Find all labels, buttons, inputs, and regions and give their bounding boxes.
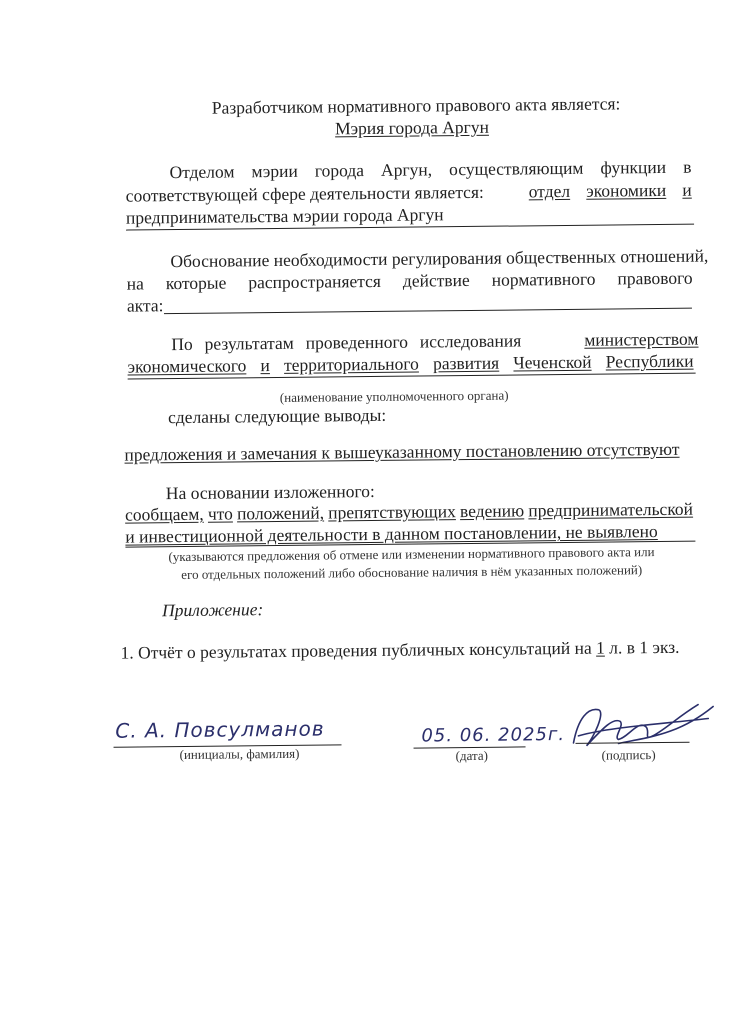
word: отдел xyxy=(528,180,571,202)
word: сообщаем, xyxy=(124,503,204,525)
word: исследования xyxy=(419,330,522,352)
handwritten-name: С. А. Повсулманов xyxy=(115,716,325,743)
appendix-item-prefix: 1. Отчёт о результатах проведения публичных консультаций на xyxy=(120,637,592,663)
word: правового xyxy=(617,267,693,289)
word: Отделом xyxy=(169,161,235,183)
appendix-label: Приложение: xyxy=(161,599,264,621)
developer-heading: Разработчиком нормативного правового акта является: xyxy=(211,93,621,118)
handwritten-date: 05. 06. 2025г. xyxy=(421,724,566,747)
word: ведению xyxy=(459,500,525,522)
word: на xyxy=(126,273,144,294)
word: которые xyxy=(165,272,227,294)
word: мэрии xyxy=(251,160,298,182)
appendix-item xyxy=(120,637,679,664)
word: осуществляющим xyxy=(448,157,584,180)
basis-line-2: и инвестиционной деятельности в данном постановлении, не выявлено xyxy=(125,521,658,547)
conclusions-text: предложения и замечания к вышеуказанному постановлению отсутствуют xyxy=(124,438,680,465)
research-line-1-text xyxy=(171,330,521,355)
basis-caption-1: (указываются предложения об отмене или изменении нормативного правового акта или xyxy=(168,544,655,565)
signature-caption: (подпись) xyxy=(601,747,656,763)
name-caption: (инициалы, фамилия) xyxy=(179,745,300,763)
department-line-2-underlined xyxy=(529,180,692,203)
word: результатам xyxy=(204,332,294,354)
word: Аргун, xyxy=(380,159,433,180)
organ-caption: (наименование уполномоченного органа) xyxy=(279,387,509,405)
word: территориального xyxy=(283,353,419,375)
word: что xyxy=(207,503,233,524)
word: развития xyxy=(432,352,500,374)
word: Чеченской xyxy=(513,351,592,373)
word: По xyxy=(171,333,193,355)
word: экономического xyxy=(127,355,247,377)
justification-label: акта: xyxy=(126,295,164,316)
word: предпринимательской xyxy=(528,498,694,521)
word: в xyxy=(683,156,692,177)
department-line-2-text: соответствующей сфере деятельности является: xyxy=(125,181,484,206)
justification-blank-line xyxy=(164,308,692,315)
word: препятствующих xyxy=(328,501,456,523)
word: и xyxy=(260,355,270,376)
department-line-1 xyxy=(169,157,691,183)
conclusions-label: сделаны следующие выводы: xyxy=(167,404,387,428)
word: положений, xyxy=(236,502,325,524)
appendix-item-pages: 1 xyxy=(595,637,605,658)
word: Республики xyxy=(605,350,694,372)
date-caption: (дата) xyxy=(455,747,489,764)
word: экономики xyxy=(586,179,667,201)
department-line-3: предпринимательства мэрии города Аргун xyxy=(125,204,444,228)
justification-line-2 xyxy=(127,268,693,295)
justification-line-1: Обоснование необходимости регулирования общественных отношений, xyxy=(170,245,709,272)
basis-caption-2: его отдельных положений либо обоснование наличия в нём указанных положений) xyxy=(181,562,643,583)
appendix-item-suffix: л. в 1 экз. xyxy=(609,636,680,658)
word: проведенного xyxy=(305,331,409,353)
research-line-1-underlined: министерством xyxy=(584,328,699,350)
word: функции xyxy=(600,156,667,178)
word: города xyxy=(314,160,365,181)
word: и xyxy=(682,179,692,200)
word: действие xyxy=(402,269,470,291)
developer-name: Мэрия города Аргун xyxy=(334,116,489,139)
basis-label: На основании изложенного: xyxy=(165,480,375,504)
word: нормативного xyxy=(491,268,596,290)
word: распространяется xyxy=(248,270,382,293)
